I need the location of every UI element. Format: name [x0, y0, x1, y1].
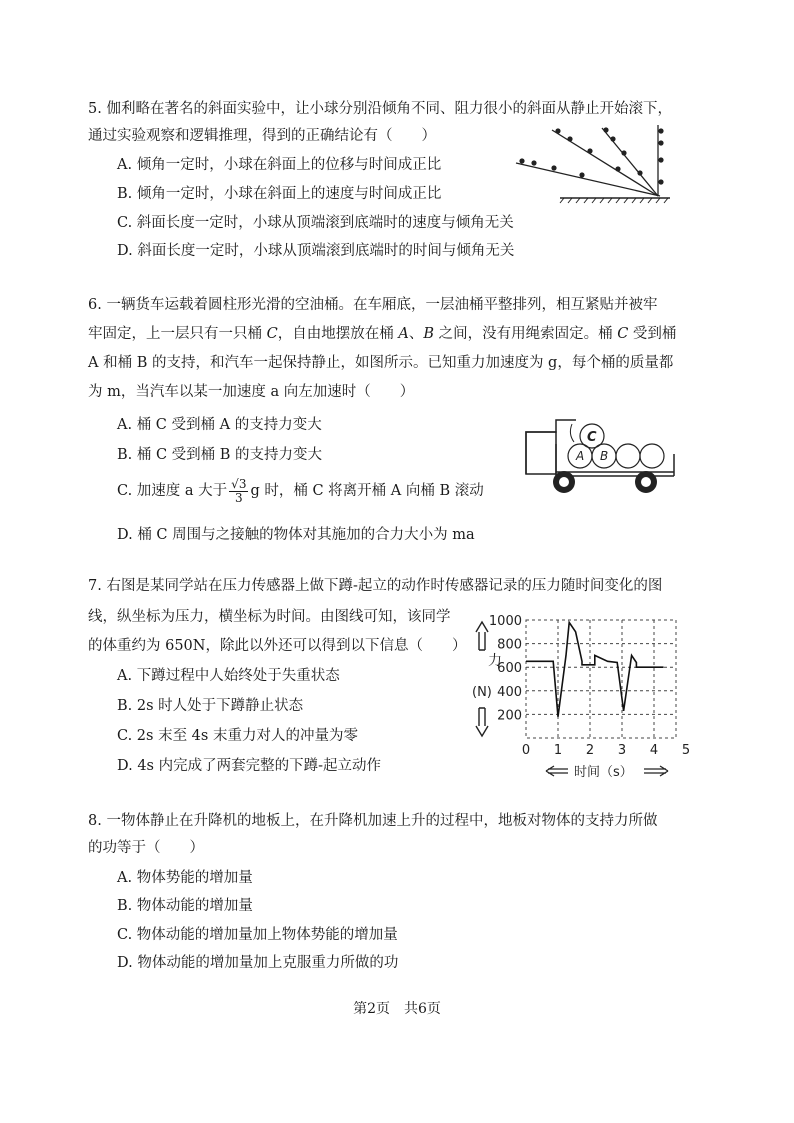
q6-option-b: B. 桶 C 受到桶 B 的支持力变大	[117, 447, 323, 463]
left-arrow-icon	[546, 766, 568, 776]
y-axis-label: 力	[488, 653, 502, 669]
x-tick-label: 5	[681, 743, 691, 758]
y-tick-label: 1000	[488, 614, 522, 629]
q8-option-a: A. 物体势能的增加量	[117, 870, 253, 886]
q7-stem-line1: 7. 右图是某同学站在压力传感器上做下蹲-起立的动作时传感器记录的压力随时间变化的图	[88, 578, 663, 594]
q8-option-d: D. 物体动能的增加量加上克服重力所做的功	[117, 955, 399, 971]
q5-option-c: C. 斜面长度一定时，小球从顶端滚到底端时的速度与倾角无关	[117, 215, 514, 231]
q8-option-b: B. 物体动能的增加量	[117, 898, 253, 914]
q6-option-a: A. 桶 C 受到桶 A 的支持力变大	[117, 417, 322, 433]
page-footer: 第2页 共6页	[353, 1001, 441, 1017]
q5-option-b: B. 倾角一定时，小球在斜面上的速度与时间成正比	[117, 186, 442, 202]
q6-stem-line1: 6. 一辆货车运载着圆柱形光滑的空油桶。在车厢底，一层油桶平整排列，相互紧贴并被牢	[88, 297, 658, 313]
y-tick-label: 200	[497, 708, 522, 724]
y-tick-label: 400	[497, 684, 522, 700]
down-arrow-icon	[476, 708, 488, 736]
barrel-c-label: C	[587, 430, 597, 445]
q5-option-a: A. 倾角一定时，小球在斜面上的位移与时间成正比	[117, 157, 442, 173]
inclined-plane-figure	[512, 122, 672, 206]
right-arrow-icon	[644, 766, 668, 776]
force-series-line	[526, 622, 664, 716]
q6-stem-line2: 牢固定，上一层只有一只桶 C，自由地摆放在桶 A、B 之间，没有用绳索固定。桶 C 受到桶	[88, 326, 677, 342]
q8-stem-line1: 8. 一物体静止在升降机的地板上，在升降机加速上升的过程中，地板对物体的支持力所做	[88, 813, 658, 829]
x-tick-label: 1	[553, 743, 563, 758]
barrel-b-label: B	[600, 449, 609, 463]
plot-frame	[526, 620, 676, 738]
x-tick-label: 3	[617, 743, 627, 758]
q6-stem-line4: 为 m，当汽车以某一加速度 a 向左加速时（ ）	[88, 384, 415, 400]
q5-option-d: D. 斜面长度一定时，小球从顶端滚到底端时的时间与倾角无关	[117, 243, 515, 259]
y-axis-unit: (N)	[472, 685, 492, 700]
q5-stem-line1: 5. 伽利略在著名的斜面实验中，让小球分别沿倾角不同、阻力很小的斜面从静止开始滚下，	[88, 101, 672, 117]
q7-option-d: D. 4s 内完成了两套完整的下蹲-起立动作	[117, 758, 382, 774]
q7-option-a: A. 下蹲过程中人始终处于失重状态	[117, 668, 340, 684]
q6-option-c: C. 加速度 a 大于 $\frac{√3}{3}$ g 时，桶 C 将离开桶 A 向桶 B 滚动	[117, 476, 484, 505]
sqrt3-over-3-fraction: $\frac{√3}{3}$	[231, 476, 247, 505]
x-tick-label: 0	[521, 743, 531, 758]
q5-stem-line2: 通过实验观察和逻辑推理，得到的正确结论有（ ）	[88, 128, 436, 144]
q8-option-c: C. 物体动能的增加量加上物体势能的增加量	[117, 927, 398, 943]
q7-option-c: C. 2s 末至 4s 末重力对人的冲量为零	[117, 728, 358, 744]
x-tick-label: 2	[585, 743, 595, 758]
force-time-chart	[468, 608, 694, 784]
truck-figure	[520, 404, 680, 496]
y-tick-label: 600	[497, 661, 522, 677]
q8-stem-line2: 的功等于（ ）	[88, 840, 204, 856]
y-tick-label: 800	[497, 637, 522, 653]
q7-option-b: B. 2s 时人处于下蹲静止状态	[117, 698, 304, 714]
q7-stem-line2: 线，纵坐标为压力，横坐标为时间。由图线可知，该同学	[88, 609, 451, 625]
barrel-a-label: A	[576, 449, 585, 463]
x-axis-label: 时间（s）	[574, 765, 633, 780]
up-arrow-icon	[476, 622, 488, 650]
q6-stem-line3: A 和桶 B 的支持，和汽车一起保持静止，如图所示。已知重力加速度为 g，每个桶的质量都	[88, 355, 674, 371]
q6-option-d: D. 桶 C 周围与之接触的物体对其施加的合力大小为 ma	[117, 527, 475, 543]
q7-stem-line3: 的体重约为 650N，除此以外还可以得到以下信息（ ）	[88, 638, 467, 654]
x-tick-label: 4	[649, 743, 659, 758]
